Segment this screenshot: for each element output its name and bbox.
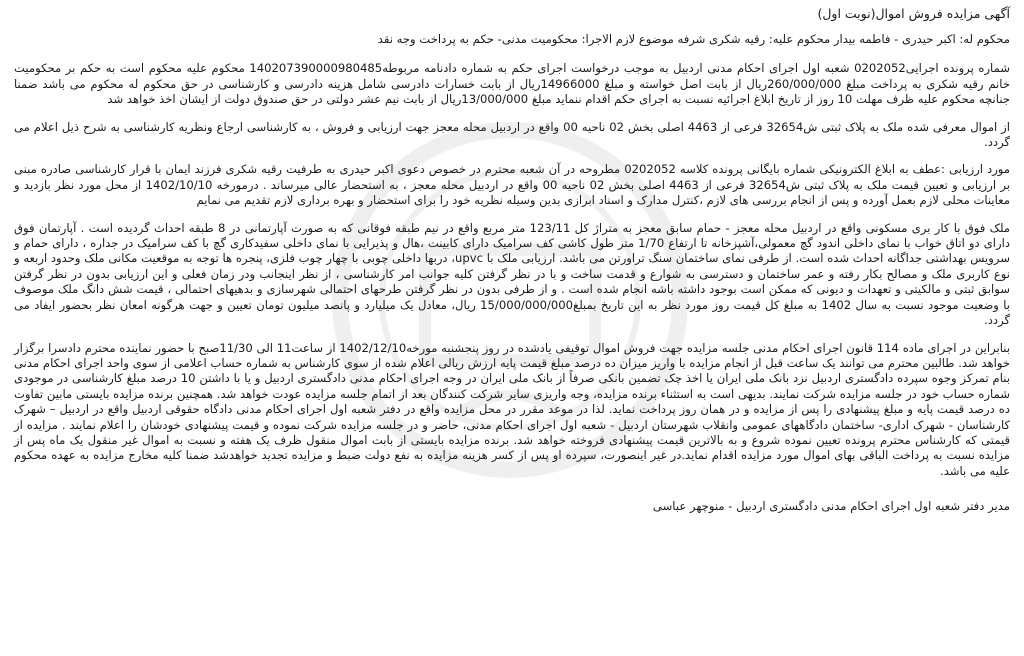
- auction-conditions-paragraph: بنابراین در اجرای ماده 114 قانون اجرای احکام مدنی جلسه مزایده جهت فروش اموال توقیفی یادشده در روز پنجشنبه مورخه1402/12/10 از ساعت11 الی 11/30صبح با حضور نماینده محترم دادسرا برگزار خواهد شد. طالبین محترم می توانند یک ساعت قبل از انجام مزایده با واریز میزان ده درصد مبلغ قیمت پایه ارزش ریالی اعلام شده از سوی کارشناس به شماره حساب اعلامی از سوی واحد اجرای احکام مدنی بنام تمرکز وجوه سپرده دادگستری اردبیل نزد بانک ملی ایران یا اخذ چک تضمین بانکی صرفاً از بانک ملی ایران در وجه اجرای احکام مدنی دادگستری اردبیل و یا با داشتن 10 درصد مبلغ کارشناسی در موجودی شماره حساب خود در جلسه مزایده شرکت نمایند. بدیهی است به استثناء برنده مزایده، وجه واریزی سایر شرکت کنندگان بعد از اتمام جلسه مزایده عودت خواهد شد. همچنین برنده مزایده بایستی مابین تفاوت ده درصد قیمت پایه و مبلغ پیشنهادی را پس از مزایده و در همان روز پرداخت نماید. لذا در موعد مقرر در محل مزایده واقع در دفتر شعبه اول اجرای احکام مدنی دادگاه حقوقی اردبیل واقع در اردبیل – شهرک کارشناسان - شهرک اداری- ساختمان دادگاههای عمومی وانقلاب شهرستان اردبیل - شعبه اول اجرای احکام مدنی، حاضر و در جلسه مزایده شرکت نموده و قیمت پیشنهادی خودشان را اعلام نمایند . مزایده از قیمتی که کارشناس محترم پرونده تعیین نموده شروع و به بالاترین قیمت پیشنهادی فروخته خواهد شد. برنده مزایده بایستی از بابت اموال منقول ظرف یک هفته و نسبت به اموال غیر منقول یک ماه پس از مزایده نسبت به پرداخت الباقی بهای اموال مورد مزایده اقدام نماید.در غیر اینصورت، سپرده او پس از کسر هزینه مزایده به نفع دولت ضبط و مزایده تجدید خواهدشد ضمنا کلیه مخارج مزایده به عهده محکوم علیه می باشد.: [14, 340, 1010, 478]
- property-description-paragraph: ملک فوق با کار بری مسکونی واقع در اردبیل محله معجز - حمام سابق معجز به متراژ کل 123/11 متر مربع واقع در نیم طبقه فوقانی که به صورت آپارتمانی در 8 طبقه احداث گردیده است . آپارتمان فوق دارای دو اتاق خواب با نمای داخلی اندود گچ معمولی،آشپزخانه تا ارتفاع 1/70 متر طول کاشی کف سرامیک دارای کابینت ،هال و پذیرایی با نمای داخلی سفیدکاری گچ با کف سرامیک در جداره ، دارای حمام و سرویس بهداشتی جداگانه احداث شده است. از طرفی نمای ساختمان سنگ تراورتن می باشد. ارزیابی ملک با upvc، دربها داخلی چوبی با چهار چوب فلزی، پنجره ها توجه به موقعیت مکانی ملک وحدود اربعه و نوع کاربری ملک و مصالح بکار رفته و عمر ساختمان و دسترسی به شوارع و قدمت ساخت و با در نظر گرفتن کلیه جوانب امر کارشناسی ، از نظر اینجانب ودر زمان فعلی و این ارزیابی بدون در نظر گرفتن سوابق ثبتی و مالکیتی و تعهدات و دیونی که ممکن است بوجود داشته باشه انجام شده است . و از طرفی بدون در نظر گرفتن طرحهای احتمالی شهرسازی و بدهیهای احتمالی ، قیمت شش دانگ ملک موصوف با وضعیت موجود نسبت به سال 1402 به مبلغ کل قیمت روز مورد نظر به این تاریخ بمبلغ15/000/000/000 ریال، معادل یک میلیارد و پانصد میلیون تومان تعیین و جهت هرگونه امعان نظر بحضور ایفاد می گردد.: [14, 220, 1010, 328]
- case-parties-line: محکوم له: اکبر حیدری - فاطمه بیدار محکوم علیه: رقیه شکری شرفه موضوع لازم الاجرا: محکومیت مدنی- حکم به پرداخت وجه نقد: [377, 32, 1010, 46]
- signature-line: مدیر دفتر شعبه اول اجرای احکام مدنی دادگستری اردبیل - منوچهر عباسی: [652, 499, 1010, 514]
- notice-title: آگهی مزایده فروش اموال(نوبت اول): [817, 6, 1010, 21]
- expert-assessment-paragraph: مورد ارزیابی :عطف به ابلاغ الکترونیکی شماره بایگانی پرونده کلاسه 0202052 مطروحه در آن شعبه محترم در خصوص دعوی اکبر حیدری به طرفیت رقیه شکری فرزند ایمان با قرار کارشناسی صادره مبنی بر ارزیابی و تعیین قیمت ملک به پلاک ثبتی ش32654 فرعی از 4463 اصلی بخش 02 ناحیه 00 واقع در اردبیل محله معجز ، به استحضار عالی میرساند . درمورخه 1402/10/10 از محل مورد نظر بازدید و معاینات محلی لازم بعمل آورده و پس از انجام بررسی های لازم ،کنترل مدارک و اسناد ابرازی بدین وسیله نظریه خود را برای استحضار و بهره برداری لازم تقدیم می نمایم: [14, 162, 1011, 208]
- case-summary-paragraph: شماره پرونده اجرایی0202052 شعبه اول اجرای احکام مدنی اردبیل به موجب درخواست اجرای حکم به شماره دادنامه مربوطه140207390000980485 محکوم علیه محکوم است به حکم بر محکومیت خانم رقیه شکری به پرداخت مبلغ 260/000/000ریال از بابت اصل خواسته و مبلغ 14966000ریال از بابت خسارات دادرسی شامل هزینه دادرسی و کارشناسی در حق محکوم له محکوم می باشد ضمنا جنانچه محکوم علیه ظرف مهلت 10 روز از تاریخ ابلاغ اجرائیه نسبت به اجرای حکم اقدام ننماید مبلغ 13/000/000ریال از بابت نیم عشر دولتی در حق صندوق دولت از ایشان اخذ خواهد شد: [14, 61, 1010, 107]
- property-referral-paragraph: از اموال معرفی شده ملک به پلاک ثبتی ش32654 فرعی از 4463 اصلی بخش 02 ناحیه 00 واقع در اردبیل محله معجز جهت ارزیابی و فروش ، به کارشناسی ارجاع ونظریه کارشناسی به شرح ذیل اعلام می گردد.: [14, 119, 1010, 150]
